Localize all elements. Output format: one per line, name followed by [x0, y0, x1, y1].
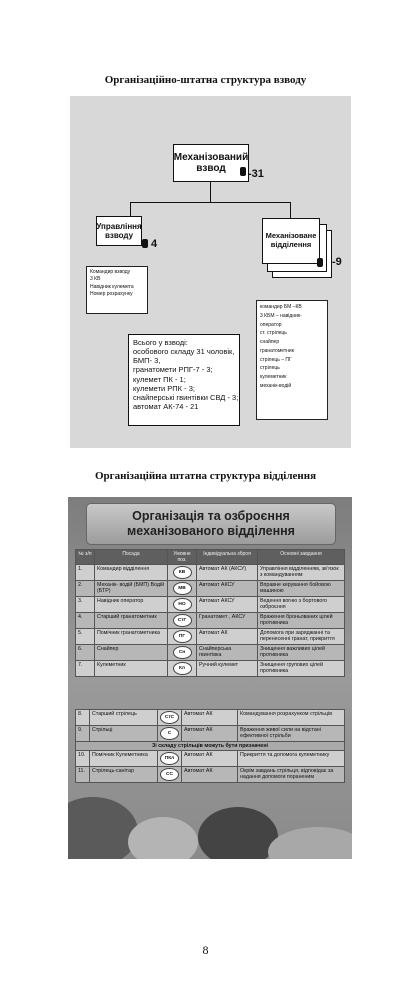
- weapon-cell: Автомат АКСУ: [197, 597, 258, 613]
- member-item: 3 КБМ – навідник-: [260, 312, 302, 319]
- member-item: Навідник кулемета: [90, 283, 134, 290]
- table-row: [76, 613, 345, 629]
- task-cell: Прикриття та допомога кулеметнику: [238, 751, 345, 767]
- code-cell: [168, 629, 197, 645]
- code-cell: [158, 726, 182, 742]
- code-badge: Кл: [173, 662, 192, 675]
- position-cell: Стрільці: [90, 726, 158, 742]
- task-cell: Знищення групових цілей противника: [258, 661, 345, 677]
- member-item: 3 КВ: [90, 276, 101, 283]
- position-cell: Навідник оператор: [95, 597, 168, 613]
- management-count: 4: [151, 238, 158, 250]
- position-cell: Кулеметник: [95, 661, 168, 677]
- table-row: [76, 710, 345, 726]
- platoon-org-chart: [70, 96, 351, 448]
- slide-title: Організація та озброєння механізованого відділення: [86, 503, 336, 545]
- code-badge: ПКл: [160, 752, 179, 765]
- code-cell: [168, 613, 197, 629]
- task-cell: Командування розрахунком стрільців: [238, 710, 345, 726]
- table-row: [76, 661, 345, 677]
- task-cell: Допомога при заряджанні та перенесенні гранат, прикриття: [258, 629, 345, 645]
- weapon-cell: Ручний кулемет: [197, 661, 258, 677]
- weapon-cell: Автомат АК (АКСУ): [197, 565, 258, 581]
- position-cell: Командир відділення: [95, 565, 168, 581]
- summary-line: Всього у взводі:: [133, 338, 188, 347]
- summary-line: БМП- 3,: [133, 356, 161, 366]
- platoon-summary: [128, 334, 240, 426]
- row-number: 1.: [76, 565, 95, 581]
- table-row: [76, 767, 345, 783]
- code-cell: [168, 581, 197, 597]
- member-item: гранатометник: [260, 347, 294, 354]
- member-item: ст. стрілець: [260, 330, 287, 337]
- soldier-icon: [317, 258, 323, 267]
- table-row: [76, 581, 345, 597]
- table-row: [76, 629, 345, 645]
- position-cell: Стрілець-санітар: [90, 767, 158, 783]
- code-badge: Сн: [173, 646, 192, 659]
- code-cell: [168, 565, 197, 581]
- task-cell: Враження броньованих цілей противника: [258, 613, 345, 629]
- table-note: Зі складу стрільців можуть бути призначені: [76, 742, 345, 751]
- summary-line: кулемет ПК - 1;: [133, 374, 186, 384]
- task-cell: Вправне керування бойовою машиною: [258, 581, 345, 597]
- col-header: Умовне поз.: [168, 550, 197, 565]
- weapon-cell: Автомат АК: [182, 751, 238, 767]
- platoon-management-node: Управління взводу: [96, 216, 142, 246]
- code-badge: КВ: [173, 566, 192, 579]
- row-number: 10.: [76, 751, 90, 767]
- weapon-cell: Автомат АК: [197, 629, 258, 645]
- col-header: Основні завдання: [258, 550, 345, 565]
- position-cell: Старший стрілець: [90, 710, 158, 726]
- code-badge: СС: [160, 768, 179, 781]
- soldier-icon: [240, 167, 246, 176]
- code-cell: [158, 767, 182, 783]
- squad-table: [75, 549, 345, 677]
- table-row: [76, 751, 345, 767]
- platoon-count: -31: [248, 168, 264, 180]
- code-badge: СтС: [160, 711, 179, 724]
- page-number: 8: [202, 943, 209, 957]
- member-item: Командир взводу: [90, 269, 131, 275]
- member-item: снайпер: [260, 339, 280, 345]
- member-item: оператор: [260, 321, 282, 328]
- summary-line: снайперські гвинтівки СВД - 3;: [133, 392, 239, 402]
- col-header: № з/п: [76, 550, 95, 565]
- code-badge: НО: [173, 598, 192, 611]
- row-number: 8.: [76, 710, 90, 726]
- row-number: 7.: [76, 661, 95, 677]
- weapon-cell: Автомат АК: [182, 726, 238, 742]
- task-cell: Окрім завдань стрільця, відповідає за надання допомоги пораненим: [238, 767, 345, 783]
- table-row: [76, 645, 345, 661]
- mechanized-squad-node: Механізоване відділення: [262, 218, 320, 264]
- task-cell: Враження живої сили на відстані ефективної стрільби: [238, 726, 345, 742]
- management-members-list: [86, 266, 148, 314]
- code-cell: [158, 751, 182, 767]
- platoon-node: Механізований взвод: [173, 144, 249, 182]
- code-badge: СтГ: [173, 614, 192, 627]
- position-cell: Помічник гранатометника: [95, 629, 168, 645]
- position-cell: Механік- водій (БМП) Водій (БТР): [95, 581, 168, 597]
- table-row: [76, 565, 345, 581]
- code-cell: [168, 661, 197, 677]
- member-item: командир БМ –КВ: [260, 304, 302, 310]
- task-cell: Знищення важливих цілей противника: [258, 645, 345, 661]
- summary-line: автомат АК-74 - 21: [133, 401, 199, 411]
- member-item: стрілець – ПГ: [260, 356, 292, 363]
- code-cell: [158, 710, 182, 726]
- row-number: 11.: [76, 767, 90, 783]
- code-cell: [168, 597, 197, 613]
- table-row: [76, 726, 345, 742]
- weapon-cell: Автомат АК: [182, 710, 238, 726]
- col-header: Посада: [95, 550, 168, 565]
- row-number: 9.: [76, 726, 90, 742]
- squad-table-slide: [68, 497, 352, 859]
- summary-line: гранатомети РПГ-7 - 3;: [133, 365, 213, 375]
- row-number: 6.: [76, 645, 95, 661]
- code-cell: [168, 645, 197, 661]
- heading-platoon-structure: Організаційно-штатна структура взводу: [104, 74, 307, 86]
- position-cell: Старший гранатометник: [95, 613, 168, 629]
- summary-line: особового складу 31 чоловік,: [133, 347, 235, 357]
- row-number: 2.: [76, 581, 95, 597]
- weapon-cell: Гранатомет , АКСУ: [197, 613, 258, 629]
- member-item: Номер розрахунку: [90, 290, 133, 297]
- squad-count: -9: [332, 256, 342, 268]
- col-header: Індивідуальна зброя: [197, 550, 258, 565]
- soldier-icon: [142, 239, 148, 248]
- code-badge: С: [160, 727, 179, 740]
- weapon-cell: Автомат АКСУ: [197, 581, 258, 597]
- member-item: стрілець: [260, 365, 280, 372]
- position-cell: Помічник Кулеметника: [90, 751, 158, 767]
- table-header-row: [76, 550, 345, 565]
- weapon-cell: Автомат АК: [182, 767, 238, 783]
- member-item: механік-водій: [260, 382, 292, 389]
- table-row: [76, 597, 345, 613]
- squad-table-riflemen: [75, 709, 345, 783]
- code-badge: ПГ: [173, 630, 192, 643]
- summary-line: кулемети РПК - 3;: [133, 383, 195, 393]
- row-number: 3.: [76, 597, 95, 613]
- weapon-cell: Снайперська гвинтівка: [197, 645, 258, 661]
- task-cell: Управління відділенням, зв’язок з командуванням: [258, 565, 345, 581]
- table-note-row: [76, 742, 345, 751]
- member-item: кулеметник: [260, 374, 287, 380]
- row-number: 5.: [76, 629, 95, 645]
- squad-members-list: [256, 300, 328, 420]
- code-badge: МВ: [173, 582, 192, 595]
- heading-squad-structure: Організаційна штатна структура відділення: [94, 470, 317, 482]
- row-number: 4.: [76, 613, 95, 629]
- position-cell: Снайпер: [95, 645, 168, 661]
- task-cell: Ведення вогню з бортового озброєння: [258, 597, 345, 613]
